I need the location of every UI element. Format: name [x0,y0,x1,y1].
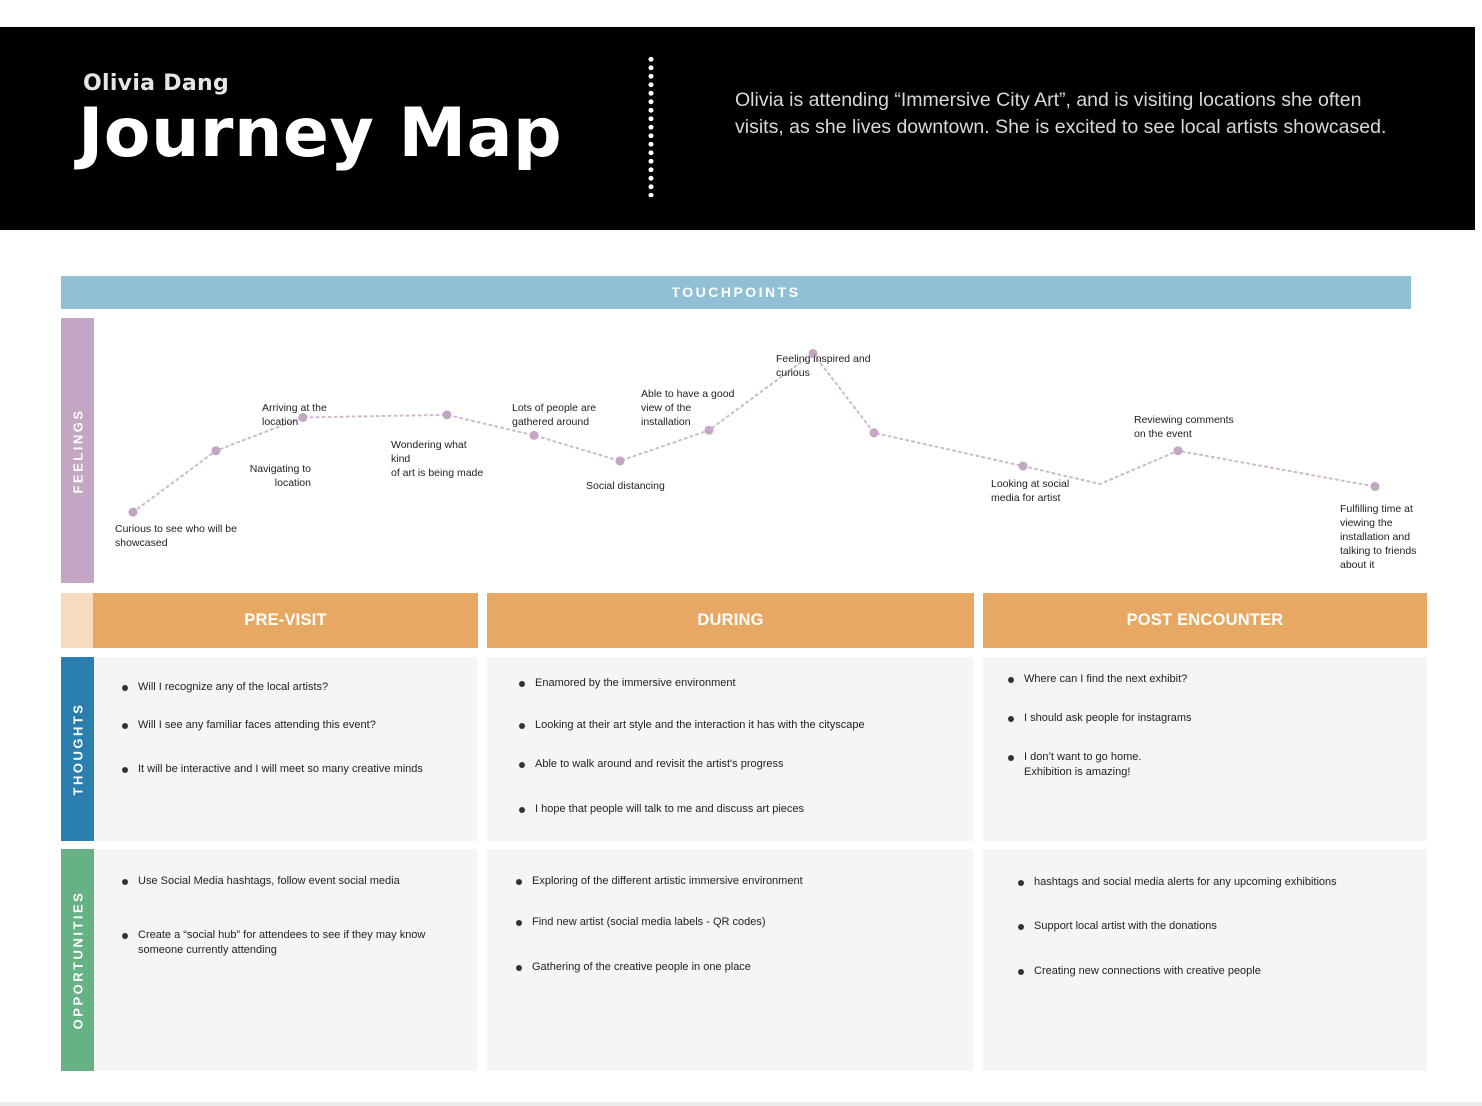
feelings-curve [94,318,1439,583]
phase-header-lead [61,593,93,648]
phase-during: DURING [487,593,974,648]
feeling-label: Reviewing comments on the event [1134,414,1234,440]
list-item: Create a “social hub” for attendees to see if they may know someone currently attending [122,928,425,958]
list-item: Support local artist with the donations [1018,919,1217,934]
scenario-description: Olivia is attending “Immersive City Art”, and is visiting locations she often visits, as she lives downtown. She is excited to see local artists showcased. [735,89,1387,138]
list-item: It will be interactive and I will meet so many creative minds [122,762,423,777]
thoughts-during [487,657,974,841]
thoughts-post-encounter [983,657,1427,841]
list-item: I hope that people will talk to me and discuss art pieces [519,802,804,817]
feeling-point [299,413,308,422]
feeling-point [705,426,714,435]
feeling-point [443,410,452,419]
feeling-label: Wondering what kind of art is being made [391,439,484,479]
phase-pre-visit: PRE-VISIT [93,593,478,648]
feeling-label: Curious to see who will be showcased [115,523,237,549]
touchpoints-bar: TOUCHPOINTS [61,276,1411,309]
list-item: Creating new connections with creative people [1018,964,1261,979]
list-item: Looking at their art style and the interaction it has with the cityscape [519,718,865,733]
feeling-point [1019,462,1028,471]
feeling-label: Feeling inspired and curious [776,353,871,379]
list-item: Find new artist (social media labels - QR codes) [516,915,766,930]
list-item: Use Social Media hashtags, follow event social media [122,874,400,889]
thoughts-pre-visit [94,657,478,841]
list-item: Exploring of the different artistic immersive environment [516,874,803,889]
feeling-label: Arriving at the location [262,402,327,428]
feeling-label: Navigating to location [249,463,311,489]
opportunities-during [487,849,974,1071]
persona-name: Olivia Dang [83,71,229,96]
list-item: Where can I find the next exhibit? [1008,672,1187,687]
header-banner [0,27,1475,230]
list-item: hashtags and social media alerts for any upcoming exhibitions [1018,875,1337,890]
row-label-opportunities [61,849,94,1071]
list-item: I don’t want to go home. Exhibition is amazing! [1008,750,1141,780]
list-item: Gathering of the creative people in one place [516,960,751,975]
feeling-point [129,508,138,517]
feeling-point [212,446,221,455]
feeling-label: Lots of people are gathered around [512,402,597,428]
list-item: Will I see any familiar faces attending this event? [122,718,376,733]
feeling-point [1371,482,1380,491]
feeling-label: Able to have a good view of the installation [641,388,735,428]
feelings-label: FEELINGS [70,407,85,494]
dotted-divider [647,55,655,197]
opportunities-label: OPPORTUNITIES [70,890,85,1030]
feeling-point [870,428,879,437]
page-title: Journey Map [78,94,563,173]
list-item: Enamored by the immersive environment [519,676,736,691]
feeling-point [530,431,539,440]
row-label-thoughts [61,657,94,841]
row-label-feelings [61,318,94,583]
opportunities-post-encounter [983,849,1427,1071]
feeling-label: Social distancing [586,480,665,492]
feeling-point [1174,446,1183,455]
feeling-label: Fulfilling time at viewing the installation and talking to friends about it [1340,503,1417,571]
opportunities-pre-visit [94,849,478,1071]
feeling-point [616,456,625,465]
list-item: Able to walk around and revisit the artist's progress [519,757,784,772]
feeling-label: Looking at social media for artist [991,478,1070,504]
list-item: I should ask people for instagrams [1008,711,1192,726]
list-item: Will I recognize any of the local artists? [122,680,328,695]
thoughts-label: THOUGHTS [70,702,85,796]
phase-post-encounter: POST ENCOUNTER [983,593,1427,648]
bottom-border [0,1102,1482,1106]
